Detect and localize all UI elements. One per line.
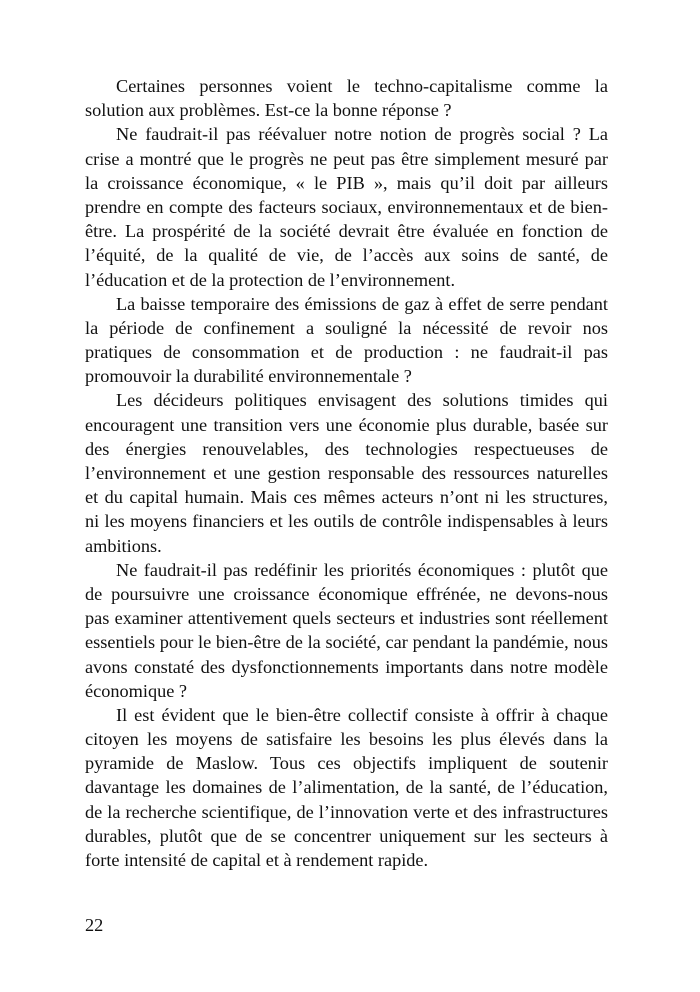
text-line: citoyen les moyens de satisfaire les besoins les plus élevés dans la [85,729,608,750]
text-line: pratiques de consommation et de production : ne faudrait-il pas [85,342,608,363]
paragraph [85,703,608,872]
body-text [85,74,608,872]
paragraph [85,292,608,389]
text-line: être. La prospérité de la société devrait être évaluée en fonction de [85,221,608,242]
text-line: pyramide de Maslow. Tous ces objectifs impliquent de soutenir [85,753,608,774]
text-line: essentiels pour le bien-être de la société, car pendant la pandémie, nous [85,632,608,653]
text-line: Ne faudrait-il pas redéfinir les priorités économiques : plutôt que [116,559,608,580]
text-line: crise a montré que le progrès ne peut pas être simplement mesuré par [85,148,608,169]
text-line: durables, plutôt que de se concentrer uniquement sur les secteurs à [85,825,608,846]
text-line: de la recherche scientifique, de l’innovation verte et des infrastructures [85,801,608,822]
text-line: des énergies renouvelables, des technologies respectueuses de [85,438,608,459]
text-line: Certaines personnes voient le techno-capitalisme comme la [116,76,608,96]
page-number: 22 [85,915,104,935]
text-line: promouvoir la durabilité environnementale ? [85,366,412,387]
paragraph [85,388,608,557]
text-line: ambitions. [85,535,162,556]
paragraph [85,74,608,122]
text-line: et du capital humain. Mais ces mêmes acteurs n’ont ni les structures, [85,487,608,508]
text-line: Ne faudrait-il pas réévaluer notre notion de progrès social ? La [116,124,608,145]
text-line: prendre en compte des facteurs sociaux, environnementaux et de bien- [85,196,608,217]
text-line: avons constaté des dysfonctionnements importants dans notre modèle [85,656,608,677]
text-line: l’environnement et une gestion responsable des ressources naturelles [85,463,608,483]
text-line: l’éducation et de la protection de l’environnement. [85,269,456,290]
text-line: économique ? [85,680,188,701]
text-line: La baisse temporaire des émissions de gaz à effet de serre pendant [116,293,608,314]
text-line: de poursuivre une croissance économique effrénée, ne devons-nous [85,583,608,604]
text-line: encouragent une transition vers une économie plus durable, basée sur [85,414,608,435]
text-line: l’équité, de la qualité de vie, de l’accès aux soins de santé, de [85,245,608,266]
text-line: solution aux problèmes. Est-ce la bonne réponse ? [85,100,452,121]
text-line: forte intensité de capital et à rendement rapide. [85,850,429,870]
paragraph [85,558,608,703]
text-line: la croissance économique, « le PIB », mais qu’il doit par ailleurs [85,172,608,193]
text-line: ni les moyens financiers et les outils de contrôle indispensables à leurs [85,511,608,532]
text-line: Il est évident que le bien-être collectif consiste à offrir à chaque [116,704,608,725]
text-line: Les décideurs politiques envisagent des solutions timides qui [116,390,608,411]
text-line: pas examiner attentivement quels secteurs et industries sont réellement [85,608,608,629]
text-line: davantage les domaines de l’alimentation, de la santé, de l’éducation, [85,777,608,798]
text-line: la période de confinement a souligné la nécessité de revoir nos [85,317,608,338]
paragraph [85,122,608,291]
